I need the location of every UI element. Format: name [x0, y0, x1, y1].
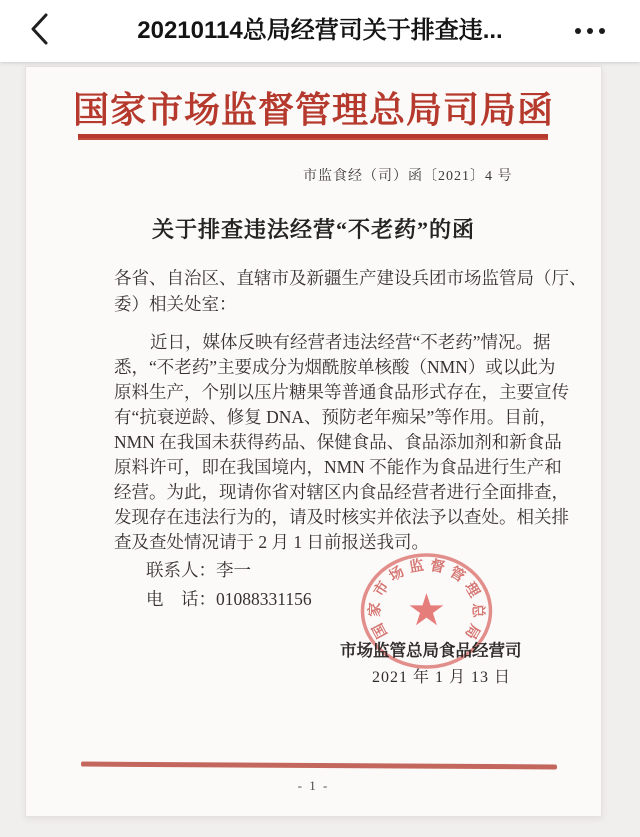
- body-line: 原料许可，即在我国境内，NMN 不能作为食品进行生产和: [114, 457, 562, 477]
- body-line: 近日，媒体反映有经营者违法经营“不老药”情况。据: [150, 332, 551, 352]
- body-line: 原料生产，个别以压片糖果等普通食品形式存在，主要宣传: [114, 382, 569, 402]
- ellipsis-more-icon: [587, 28, 593, 34]
- red-star-icon: ★: [406, 585, 447, 636]
- letter-body: [114, 330, 574, 555]
- body-line: 有“抗衰逆龄、修复 DNA、预防老年痴呆”等作用。目前，: [114, 407, 557, 427]
- document-page-image[interactable]: [25, 66, 602, 817]
- letterhead-title: 国家市场监督管理总局司局函: [72, 90, 554, 130]
- footer-rule: [81, 762, 557, 770]
- addressee-line: 委）相关处室：: [114, 294, 237, 314]
- chevron-left-icon: [28, 11, 52, 52]
- document-number: 市监食经（司）函〔2021〕4 号: [303, 169, 513, 184]
- body-line: 悉，“不老药”主要成分为烟酰胺单核酸（NMN）或以此为: [114, 357, 556, 377]
- contact-person: 联系人：李一: [146, 560, 251, 580]
- letter-title: 关于排查违法经营“不老药”的函: [151, 217, 475, 242]
- contact-phone: 电 话：01088331156: [146, 589, 312, 609]
- page-title: 20210114总局经营司关于排查违...: [137, 17, 503, 44]
- body-line: 经营。为此，现请你省对辖区内食品经营者进行全面排查，: [114, 482, 569, 502]
- body-line: NMN 在我国未获得药品、保健食品、食品添加剂和新食品: [114, 432, 562, 452]
- addressee-line: 各省、自治区、直辖市及新疆生产建设兵团市场监管局（厅、: [114, 268, 587, 288]
- more-button[interactable]: [564, 12, 616, 50]
- body-line: 查及查处情况请于 2 月 1 日前报送我司。: [114, 532, 429, 552]
- body-line: 发现存在违法行为的，请及时核实并依法予以查处。相关排: [114, 507, 569, 527]
- back-button[interactable]: [18, 8, 62, 54]
- letterhead-rule: [78, 134, 548, 140]
- seal-ring-text: 国家市场监督管理总局: [367, 557, 486, 642]
- page-number: - 1 -: [297, 778, 330, 793]
- ellipsis-more-icon: [599, 28, 605, 34]
- ellipsis-more-icon: [575, 28, 581, 34]
- signature-department: 市场监管总局食品经营司: [340, 641, 522, 660]
- signature-date: 2021 年 1 月 13 日: [372, 669, 512, 686]
- navbar: [0, 0, 640, 62]
